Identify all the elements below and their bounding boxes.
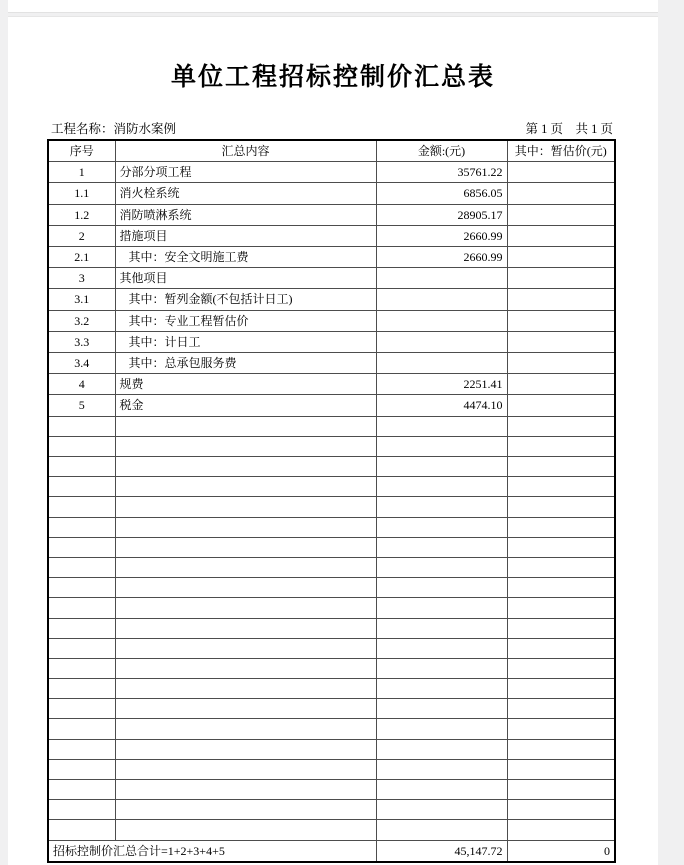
cell-amount: [376, 331, 507, 352]
cell-amount: 6856.05: [376, 183, 507, 204]
empty-cell: [115, 517, 376, 537]
cell-amount: [376, 310, 507, 331]
empty-row: [48, 618, 615, 638]
table-row: [48, 331, 615, 352]
empty-cell: [115, 436, 376, 456]
empty-cell: [48, 638, 115, 658]
empty-row: [48, 517, 615, 537]
empty-cell: [115, 477, 376, 497]
cell-est: [507, 289, 615, 310]
empty-cell: [376, 578, 507, 598]
empty-cell: [507, 820, 615, 840]
empty-row: [48, 820, 615, 840]
empty-cell: [48, 416, 115, 436]
empty-cell: [376, 780, 507, 800]
empty-cell: [115, 719, 376, 739]
empty-cell: [376, 739, 507, 759]
empty-cell: [115, 759, 376, 779]
empty-cell: [48, 719, 115, 739]
empty-cell: [115, 618, 376, 638]
cell-content: 其中：总承包服务费: [115, 353, 376, 374]
empty-cell: [376, 457, 507, 477]
empty-cell: [115, 679, 376, 699]
cell-amount: 4474.10: [376, 395, 507, 416]
cell-amount: [376, 268, 507, 289]
cell-est: [507, 331, 615, 352]
cell-est: [507, 395, 615, 416]
empty-cell: [376, 699, 507, 719]
empty-row: [48, 739, 615, 759]
cell-no: 3: [48, 268, 115, 289]
table-header: [48, 140, 615, 162]
empty-row: [48, 578, 615, 598]
cell-content: 其中：专业工程暂估价: [115, 310, 376, 331]
empty-cell: [48, 820, 115, 840]
empty-cell: [115, 537, 376, 557]
document-page: [8, 16, 658, 865]
cell-no: 3.3: [48, 331, 115, 352]
empty-cell: [376, 598, 507, 618]
empty-cell: [48, 598, 115, 618]
cell-content: 措施项目: [115, 225, 376, 246]
total-estimated: 0: [507, 840, 615, 862]
page-number-label: 第 1 页 共 1 页: [525, 122, 613, 136]
empty-cell: [48, 497, 115, 517]
table-row: [48, 225, 615, 246]
cell-est: [507, 162, 615, 183]
empty-cell: [115, 497, 376, 517]
empty-cell: [48, 780, 115, 800]
empty-cell: [115, 820, 376, 840]
header-content: 汇总内容: [115, 140, 376, 162]
empty-cell: [507, 497, 615, 517]
cell-amount: 2660.99: [376, 247, 507, 268]
cell-content: 消防喷淋系统: [115, 204, 376, 225]
page-title: 单位工程招标控制价汇总表: [170, 64, 495, 91]
cell-content: 消火栓系统: [115, 183, 376, 204]
cell-content: 其中：计日工: [115, 331, 376, 352]
empty-cell: [115, 457, 376, 477]
cell-no: 3.2: [48, 310, 115, 331]
cell-no: 1.1: [48, 183, 115, 204]
total-label: 招标控制价汇总合计=1+2+3+4+5: [48, 840, 376, 862]
table-row: [48, 289, 615, 310]
cell-no: 5: [48, 395, 115, 416]
empty-cell: [376, 820, 507, 840]
cell-amount: 2660.99: [376, 225, 507, 246]
cell-no: 1: [48, 162, 115, 183]
empty-cell: [115, 557, 376, 577]
empty-cell: [376, 800, 507, 820]
empty-cell: [507, 436, 615, 456]
empty-cell: [376, 477, 507, 497]
empty-cell: [507, 416, 615, 436]
empty-cell: [507, 517, 615, 537]
empty-cell: [48, 759, 115, 779]
empty-cell: [48, 618, 115, 638]
table-row: [48, 183, 615, 204]
table-row: [48, 374, 615, 395]
empty-cell: [376, 618, 507, 638]
empty-cell: [115, 739, 376, 759]
cell-no: 1.2: [48, 204, 115, 225]
empty-row: [48, 658, 615, 678]
empty-cell: [115, 658, 376, 678]
empty-cell: [507, 699, 615, 719]
empty-cell: [507, 578, 615, 598]
empty-row: [48, 759, 615, 779]
empty-cell: [376, 658, 507, 678]
empty-cell: [507, 638, 615, 658]
cell-est: [507, 374, 615, 395]
cell-amount: 28905.17: [376, 204, 507, 225]
empty-row: [48, 719, 615, 739]
empty-cell: [115, 416, 376, 436]
cell-est: [507, 183, 615, 204]
header-amount: 金额:(元): [376, 140, 507, 162]
cell-content: 其中：暂列金额(不包括计日工): [115, 289, 376, 310]
empty-cell: [115, 699, 376, 719]
empty-row: [48, 780, 615, 800]
empty-cell: [48, 436, 115, 456]
empty-cell: [48, 477, 115, 497]
cell-content: 分部分项工程: [115, 162, 376, 183]
table-row: [48, 162, 615, 183]
cell-content: 规费: [115, 374, 376, 395]
empty-cell: [507, 598, 615, 618]
empty-cell: [507, 457, 615, 477]
table-row: [48, 247, 615, 268]
header-no: 序号: [48, 140, 115, 162]
empty-cell: [48, 658, 115, 678]
cell-amount: 35761.22: [376, 162, 507, 183]
summary-table: [47, 139, 616, 863]
empty-cell: [48, 679, 115, 699]
cell-no: 2.1: [48, 247, 115, 268]
empty-cell: [115, 598, 376, 618]
empty-cell: [48, 517, 115, 537]
table-row: [48, 204, 615, 225]
empty-cell: [48, 457, 115, 477]
empty-cell: [507, 557, 615, 577]
empty-row: [48, 477, 615, 497]
cell-est: [507, 353, 615, 374]
cell-no: 3.4: [48, 353, 115, 374]
empty-cell: [507, 618, 615, 638]
empty-cell: [48, 800, 115, 820]
empty-cell: [507, 679, 615, 699]
cell-amount: [376, 353, 507, 374]
total-row: [48, 840, 615, 862]
empty-row: [48, 699, 615, 719]
table-row: [48, 310, 615, 331]
empty-row: [48, 598, 615, 618]
empty-cell: [48, 578, 115, 598]
empty-cell: [115, 780, 376, 800]
empty-row: [48, 537, 615, 557]
empty-cell: [115, 638, 376, 658]
empty-cell: [115, 800, 376, 820]
empty-row: [48, 497, 615, 517]
empty-cell: [376, 759, 507, 779]
header-row: [48, 140, 615, 162]
cell-est: [507, 204, 615, 225]
empty-cell: [48, 739, 115, 759]
table-body: [48, 162, 615, 840]
empty-cell: [507, 477, 615, 497]
empty-row: [48, 416, 615, 436]
total-amount: 45,147.72: [376, 840, 507, 862]
empty-cell: [376, 497, 507, 517]
table-row: [48, 268, 615, 289]
empty-cell: [507, 537, 615, 557]
project-name-label: 工程名称：消防水案例: [51, 122, 177, 136]
cell-content: 其他项目: [115, 268, 376, 289]
empty-row: [48, 457, 615, 477]
empty-cell: [48, 537, 115, 557]
table-meta-row: [47, 123, 614, 139]
empty-cell: [376, 537, 507, 557]
empty-cell: [507, 739, 615, 759]
cell-content: 其中：安全文明施工费: [115, 247, 376, 268]
empty-cell: [507, 780, 615, 800]
empty-row: [48, 638, 615, 658]
cell-no: 2: [48, 225, 115, 246]
cell-est: [507, 225, 615, 246]
empty-cell: [507, 719, 615, 739]
empty-cell: [48, 699, 115, 719]
previous-page-edge: [8, 0, 658, 13]
empty-cell: [376, 719, 507, 739]
empty-cell: [376, 517, 507, 537]
page-content: [47, 123, 614, 863]
empty-row: [48, 800, 615, 820]
cell-amount: 2251.41: [376, 374, 507, 395]
empty-cell: [376, 436, 507, 456]
empty-cell: [507, 800, 615, 820]
table-row: [48, 353, 615, 374]
empty-cell: [376, 557, 507, 577]
empty-cell: [48, 557, 115, 577]
empty-cell: [507, 759, 615, 779]
cell-no: 3.1: [48, 289, 115, 310]
empty-row: [48, 679, 615, 699]
cell-est: [507, 310, 615, 331]
empty-row: [48, 557, 615, 577]
empty-cell: [376, 679, 507, 699]
cell-amount: [376, 289, 507, 310]
empty-cell: [376, 416, 507, 436]
cell-no: 4: [48, 374, 115, 395]
cell-est: [507, 247, 615, 268]
empty-cell: [507, 658, 615, 678]
table-row: [48, 395, 615, 416]
cell-content: 税金: [115, 395, 376, 416]
empty-cell: [115, 578, 376, 598]
table-footer: [48, 840, 615, 862]
cell-est: [507, 268, 615, 289]
empty-row: [48, 436, 615, 456]
empty-cell: [376, 638, 507, 658]
header-estimated: 其中：暂估价(元): [507, 140, 615, 162]
